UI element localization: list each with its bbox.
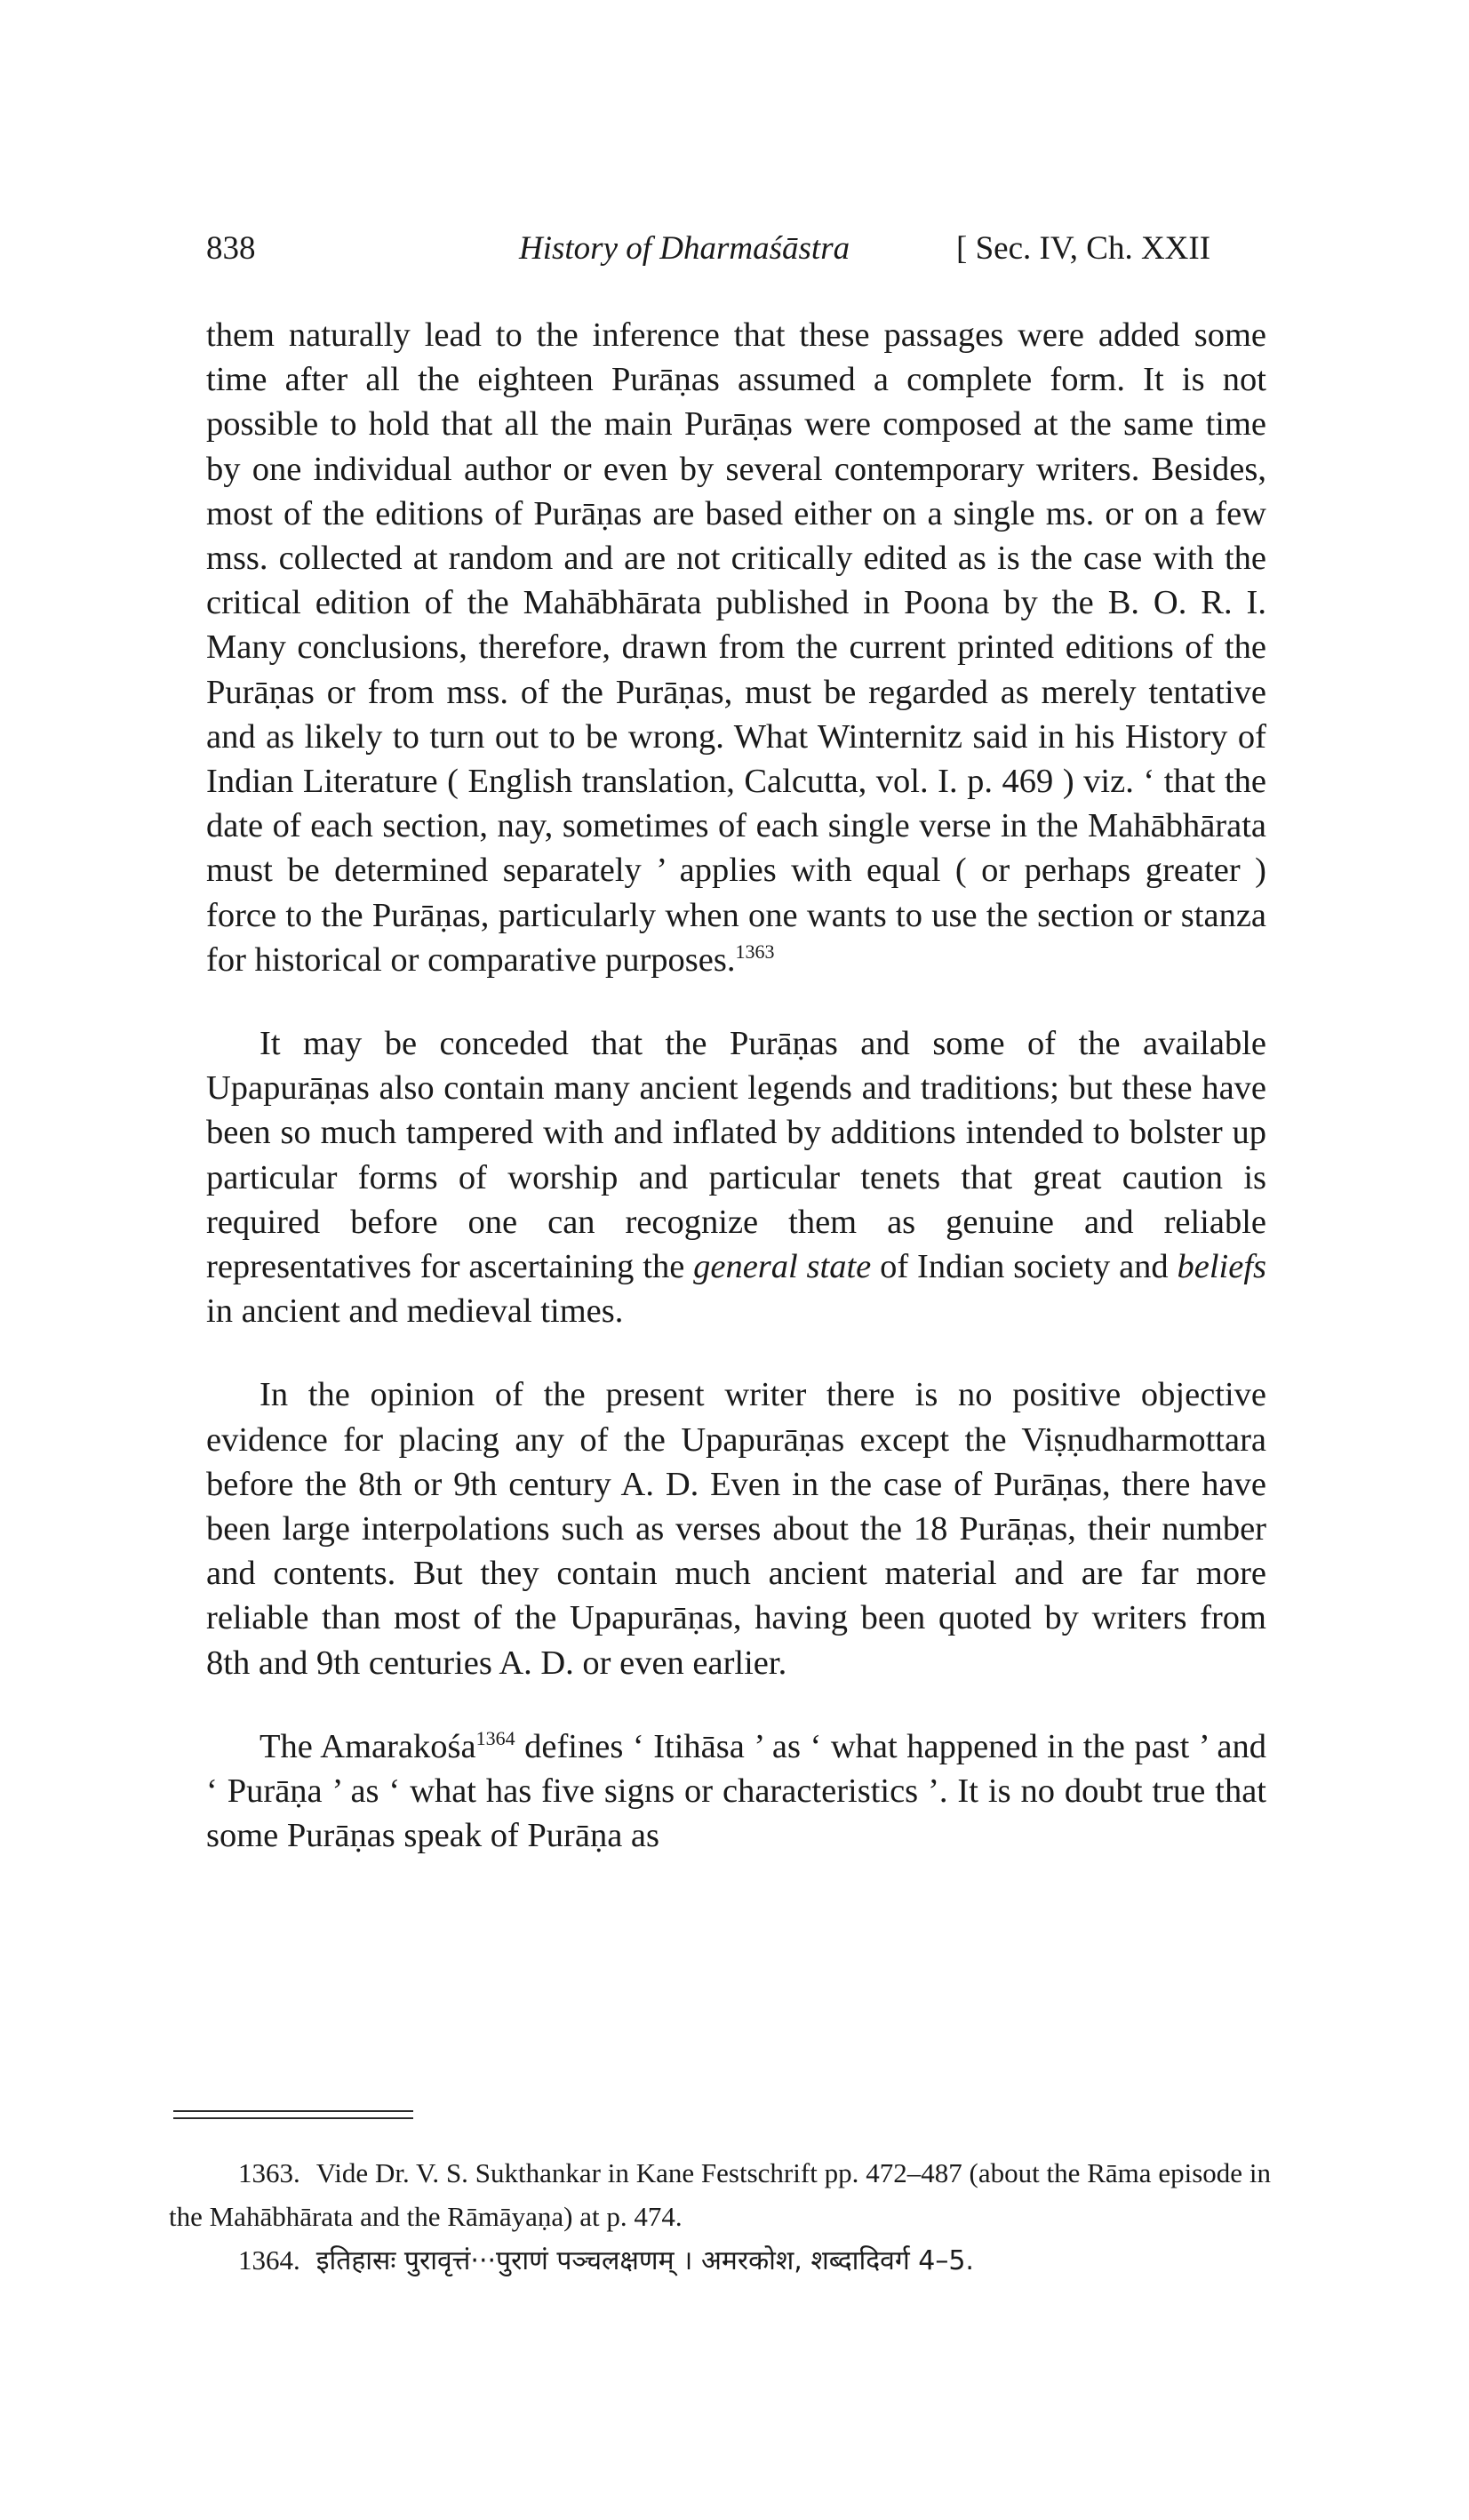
footnote-ref-1363: 1363 [735,940,775,963]
footnote-1363 [169,2151,1271,2238]
running-title: History of Dharmaśāstra [519,230,850,267]
footnote-1364 [169,2238,1271,2283]
emphasis-general-state: general state [693,1248,872,1286]
paragraph-2-text-a: It may be conceded that the Purāṇas and some of the available Upapurāṇas also contain many ancient legends and traditions; but these have been so much tampered with and inflated by additions intended to bolster up particular forms of worship and particular tenets that great caution is required before one can recognize them as genuine and reliable representatives for ascertaining the [206,1025,1266,1286]
footnote-text-sanskrit: इतिहासः पुरावृत्तं···पुराणं पञ्चलक्षणम् । अमरकोश, शब्दादिवर्ग 4–5. [315,2245,974,2276]
paragraph-4-text-b: defines ‘ Itihāsa ’ as ‘ what happened in the past ’ and ‘ Purāṇa ’ as ‘ what has five signs or characteristics ’. It is no doubt true that some Purāṇas speak of Purāṇa as [206,1727,1266,1855]
running-header [206,229,1264,274]
paragraph-4-text-a: The Amarakośa [259,1727,476,1765]
paragraph-1-text: them naturally lead to the inference that these passages were added some time after all the eighteen Purāṇas assumed a complete form. It is not possible to hold that all the main Purāṇas were composed at the same time by one individual author or even by several contemporary writers. Besides, most of the editions of Purāṇas are based either on a single ms. or on a few mss. collected at random and are not critically edited as is the case with the critical edition of the Mahābhārata published in Poona by the B. O. R. I. Many conclusions, therefore, drawn from the current printed editions of the Purāṇas or from mss. of the Purāṇas, must be regarded as merely tentative and as likely to turn out to be wrong. What Winternitz said in his History of Indian Literature ( English translation, Calcutta, vol. I. p. 469 ) viz. ‘ that the date of each section, nay, sometimes of each single verse in the Mahābhārata must be determined separately ’ applies with equal ( or perhaps greater ) force to the Purāṇas, particularly when one wants to use the section or stanza for historical or comparative purposes. [206,316,1266,979]
footnote-ref-1364: 1364 [475,1726,515,1749]
footnotes [169,2151,1271,2283]
paragraph-4 [206,1724,1266,1859]
footnote-number: 1363. [238,2157,300,2188]
paragraph-1 [206,313,1266,982]
paragraph-2-text-c: in ancient and medieval times. [206,1292,624,1331]
footnote-text: Vide Dr. V. S. Sukthankar in Kane Festschrift pp. 472–487 (about the Rāma episode in the Mahābhārata and the Rāmāyaṇa) at p. 474. [169,2157,1271,2232]
emphasis-beliefs: beliefs [1177,1248,1266,1286]
paragraph-3 [206,1372,1266,1684]
section-reference: [ Sec. IV, Ch. XXII [956,230,1211,267]
footnote-number: 1364. [238,2244,300,2276]
paragraph-2-text-b: of Indian society and [880,1248,1169,1286]
body-text [206,313,1266,1859]
paragraph-2 [206,1021,1266,1333]
paragraph-3-text: In the opinion of the present writer there is no positive objective evidence for placing any of the Upapurāṇas except the Viṣṇudharmottara before the 8th or 9th century A. D. Even in the case of Purāṇas, there have been large interpolations such as verses about the 18 Purāṇas, their number and contents. But they contain much ancient material and are far more reliable than most of the Upapurāṇas, having been quoted by writers from 8th and 9th centuries A. D. or even earlier. [206,1376,1266,1682]
footnote-divider [173,2110,413,2112]
footnote-divider-second [173,2117,413,2119]
page-number: 838 [206,230,256,267]
